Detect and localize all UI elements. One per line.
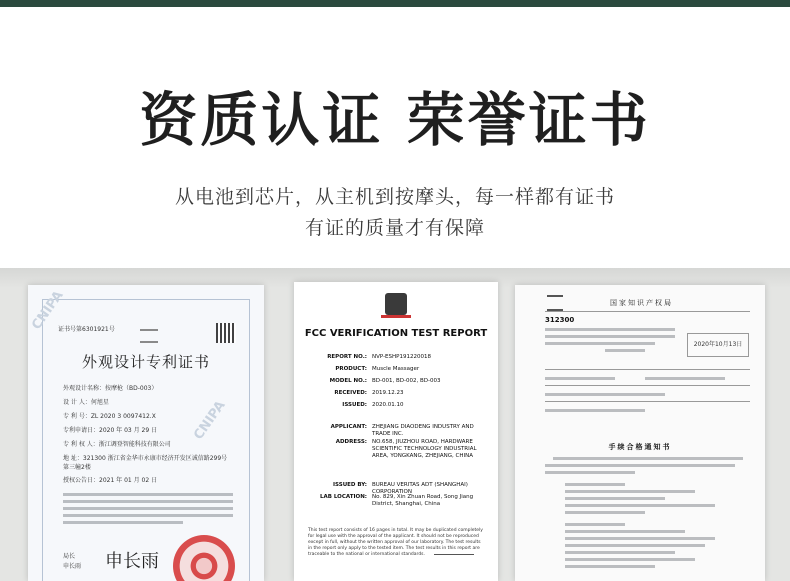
text-line <box>545 342 655 345</box>
text-line <box>545 471 635 474</box>
certificate-row: 专 利 号：ZL 2020 3 0097412.X <box>63 413 156 420</box>
design-patent-certificate <box>28 285 264 581</box>
signature-line <box>434 540 474 555</box>
text-line <box>565 497 665 500</box>
certificate-row: 设 计 人：何旭星 <box>63 399 109 406</box>
text-line <box>545 377 615 380</box>
text-line <box>545 464 735 467</box>
cnipa-logo-icon <box>547 295 563 311</box>
text-line <box>605 349 645 352</box>
text-line <box>565 565 655 568</box>
divider <box>545 385 750 386</box>
certificate-row: 授权公告日：2021 年 01 月 02 日 <box>63 477 158 484</box>
divider <box>545 401 750 402</box>
report-footer: This test report consists of 16 pages in total. It may be duplicated completely for legal use with the approval of the applicant. It should not be reproduced except in full, without the written approval of our laboratory. The test results in the report only apply to the tested item. The test results in this report are traceable to the national or international standards. <box>308 528 483 557</box>
text-line <box>545 328 675 331</box>
signature: 申长雨 <box>105 551 159 572</box>
issuing-organization: 国家知识产权局 <box>610 299 673 307</box>
notice-date: 2020年10月13日 <box>687 333 749 357</box>
text-line <box>565 530 685 533</box>
top-accent-bar <box>0 0 790 7</box>
text-line <box>565 537 715 540</box>
field-value: NVP-ESHP191220018 <box>372 354 431 360</box>
text-line <box>565 558 695 561</box>
field-label: ISSUED: <box>342 402 367 408</box>
field-label: APPLICANT: <box>330 424 367 430</box>
text-line <box>63 493 233 496</box>
certificate-row: 外观设计名称：按摩枪（BD-003） <box>63 385 158 392</box>
text-line <box>565 523 625 526</box>
text-line <box>565 511 645 514</box>
field-label: ADDRESS: <box>335 439 367 445</box>
field-value: NO.658, JIUZHOU ROAD, HARDWARE SCIENTIFIC TECHNOLOGY INDUSTRIAL AREA, YONGKANG, ZHEJIANG, CHINA <box>372 439 477 459</box>
text-line <box>63 521 183 524</box>
subtitle-line-2: 有证的质量才有保障 <box>304 217 485 239</box>
postal-code: 312300 <box>545 316 575 324</box>
field-label: REPORT NO.: <box>327 354 367 360</box>
field-value: Muscle Massager <box>372 366 420 372</box>
text-line <box>63 514 233 517</box>
text-line <box>565 551 675 554</box>
field-value: BUREAU VERITAS ADT (SHANGHAI) CORPORATION <box>372 482 468 495</box>
watermark: CNIPA <box>191 398 229 443</box>
text-line <box>553 457 743 460</box>
logo-underline <box>381 315 411 318</box>
text-line <box>565 544 705 547</box>
fcc-test-report <box>294 282 498 581</box>
text-line <box>545 393 665 396</box>
text-line <box>545 409 645 412</box>
qr-code-icon <box>216 323 236 343</box>
field-label: RECEIVED: <box>334 390 367 396</box>
cnipa-logo-icon <box>140 329 158 343</box>
field-label: ISSUED BY: <box>332 482 367 488</box>
sign-label: 局长 <box>63 553 76 560</box>
field-label: LAB LOCATION: <box>320 494 367 500</box>
text-line <box>645 377 725 380</box>
text-line <box>545 335 675 338</box>
text-line <box>565 490 695 493</box>
text-line <box>565 483 625 486</box>
divider <box>545 369 750 370</box>
text-line <box>565 504 715 507</box>
field-value: 2019.12.23 <box>372 390 404 396</box>
text-line <box>63 507 233 510</box>
certificate-row: 专利申请日：2020 年 03 月 29 日 <box>63 427 158 434</box>
subtitle-line-1: 从电池到芯片，从主机到按摩头，每一样都有证书 <box>174 186 615 208</box>
field-label: MODEL NO.: <box>329 378 367 384</box>
field-label: PRODUCT: <box>335 366 367 372</box>
text-line <box>63 500 233 503</box>
report-title: FCC VERIFICATION TEST REPORT <box>304 328 488 339</box>
sign-label: 申长雨 <box>63 563 82 570</box>
field-value: BD-001, BD-002, BD-003 <box>372 378 441 384</box>
divider <box>545 311 750 312</box>
field-value: 2020.01.10 <box>372 402 404 408</box>
page-title: 资质认证 荣誉证书 <box>139 86 651 154</box>
certificate-row: 专 利 权 人：浙江调登智能科技有限公司 <box>63 441 171 448</box>
notice-title: 手续合格通知书 <box>608 443 672 451</box>
bureau-veritas-logo-icon <box>385 293 407 315</box>
certificate-number: 证书号第6301921号 <box>58 326 115 333</box>
watermark: CNIPA <box>29 288 67 333</box>
certificate-title: 外观设计专利证书 <box>81 353 210 371</box>
cnipa-notice <box>515 285 765 581</box>
field-value: No. 829, Xin Zhuan Road, Song Jiang District, Shanghai, China <box>372 494 474 507</box>
field-value: ZHEJIANG DIAODENG INDUSTRY AND TRADE INC. <box>372 424 474 437</box>
certificate-row: 地 址：321300 浙江省金华市永康市经济开发区诚信路299号第三幢2楼 <box>63 455 228 471</box>
